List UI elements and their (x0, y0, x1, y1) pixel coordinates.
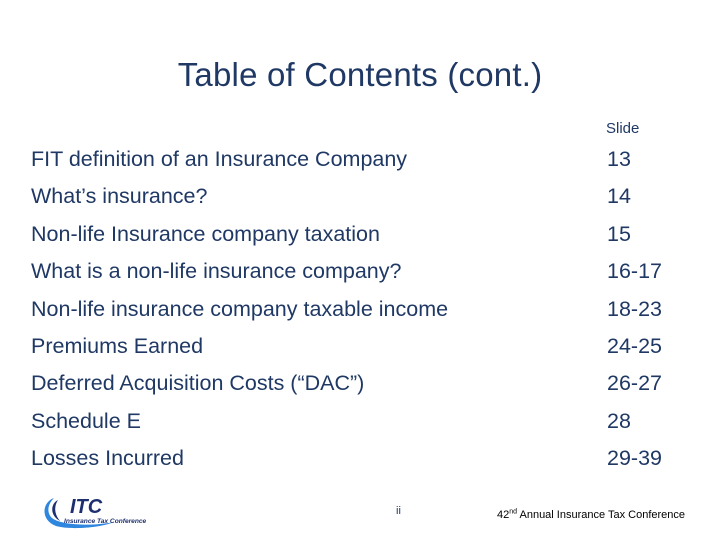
toc-entry-label: Premiums Earned (31, 333, 204, 358)
toc-entry-slide: 18-23 (607, 296, 662, 321)
toc-entry-label: FIT definition of an Insurance Company (31, 147, 408, 171)
logo-subtext: Insurance Tax Conference (64, 518, 147, 525)
toc-entry-label: Non-life insurance company taxable income (31, 296, 449, 321)
itc-logo (40, 492, 170, 530)
toc-entry-slide: 13 (607, 147, 631, 171)
toc-entry-slide: 14 (607, 184, 631, 209)
slide-column-header: Slide (606, 120, 640, 137)
toc-entry-label: Schedule E (31, 408, 141, 433)
toc-entry-label: What is a non-life insurance company? (31, 259, 402, 284)
toc-row (31, 216, 691, 253)
conference-ordinal-number: 42 (497, 509, 510, 521)
toc-entry-slide: 16-17 (607, 259, 662, 284)
toc-row (31, 178, 691, 215)
footer-conference (497, 509, 685, 521)
toc-row (31, 291, 691, 328)
toc-entry-slide: 28 (607, 408, 631, 433)
slide-title: Table of Contents (cont.) (177, 56, 543, 93)
toc-row (31, 328, 691, 365)
toc-entry-slide: 26-27 (607, 371, 662, 396)
toc-row (31, 253, 691, 290)
conference-name: Annual Insurance Tax Conference (517, 509, 686, 521)
logo-text: ITC (70, 496, 103, 518)
conference-ordinal-suffix: nd (509, 508, 518, 516)
toc-list (31, 141, 691, 478)
toc-entry-slide: 15 (607, 221, 631, 246)
toc-entry-label: Deferred Acquisition Costs (“DAC”) (31, 371, 365, 396)
toc-entry-label: What’s insurance? (31, 184, 208, 209)
toc-row (31, 440, 691, 477)
toc-entry-label: Losses Incurred (31, 446, 184, 471)
toc-row (31, 365, 691, 402)
page-number: ii (396, 505, 401, 517)
toc-entry-label: Non-life Insurance company taxation (31, 221, 380, 246)
toc-entry-slide: 29-39 (607, 446, 662, 471)
toc-row (31, 141, 691, 178)
toc-entry-slide: 24-25 (607, 333, 662, 358)
toc-row (31, 403, 691, 440)
